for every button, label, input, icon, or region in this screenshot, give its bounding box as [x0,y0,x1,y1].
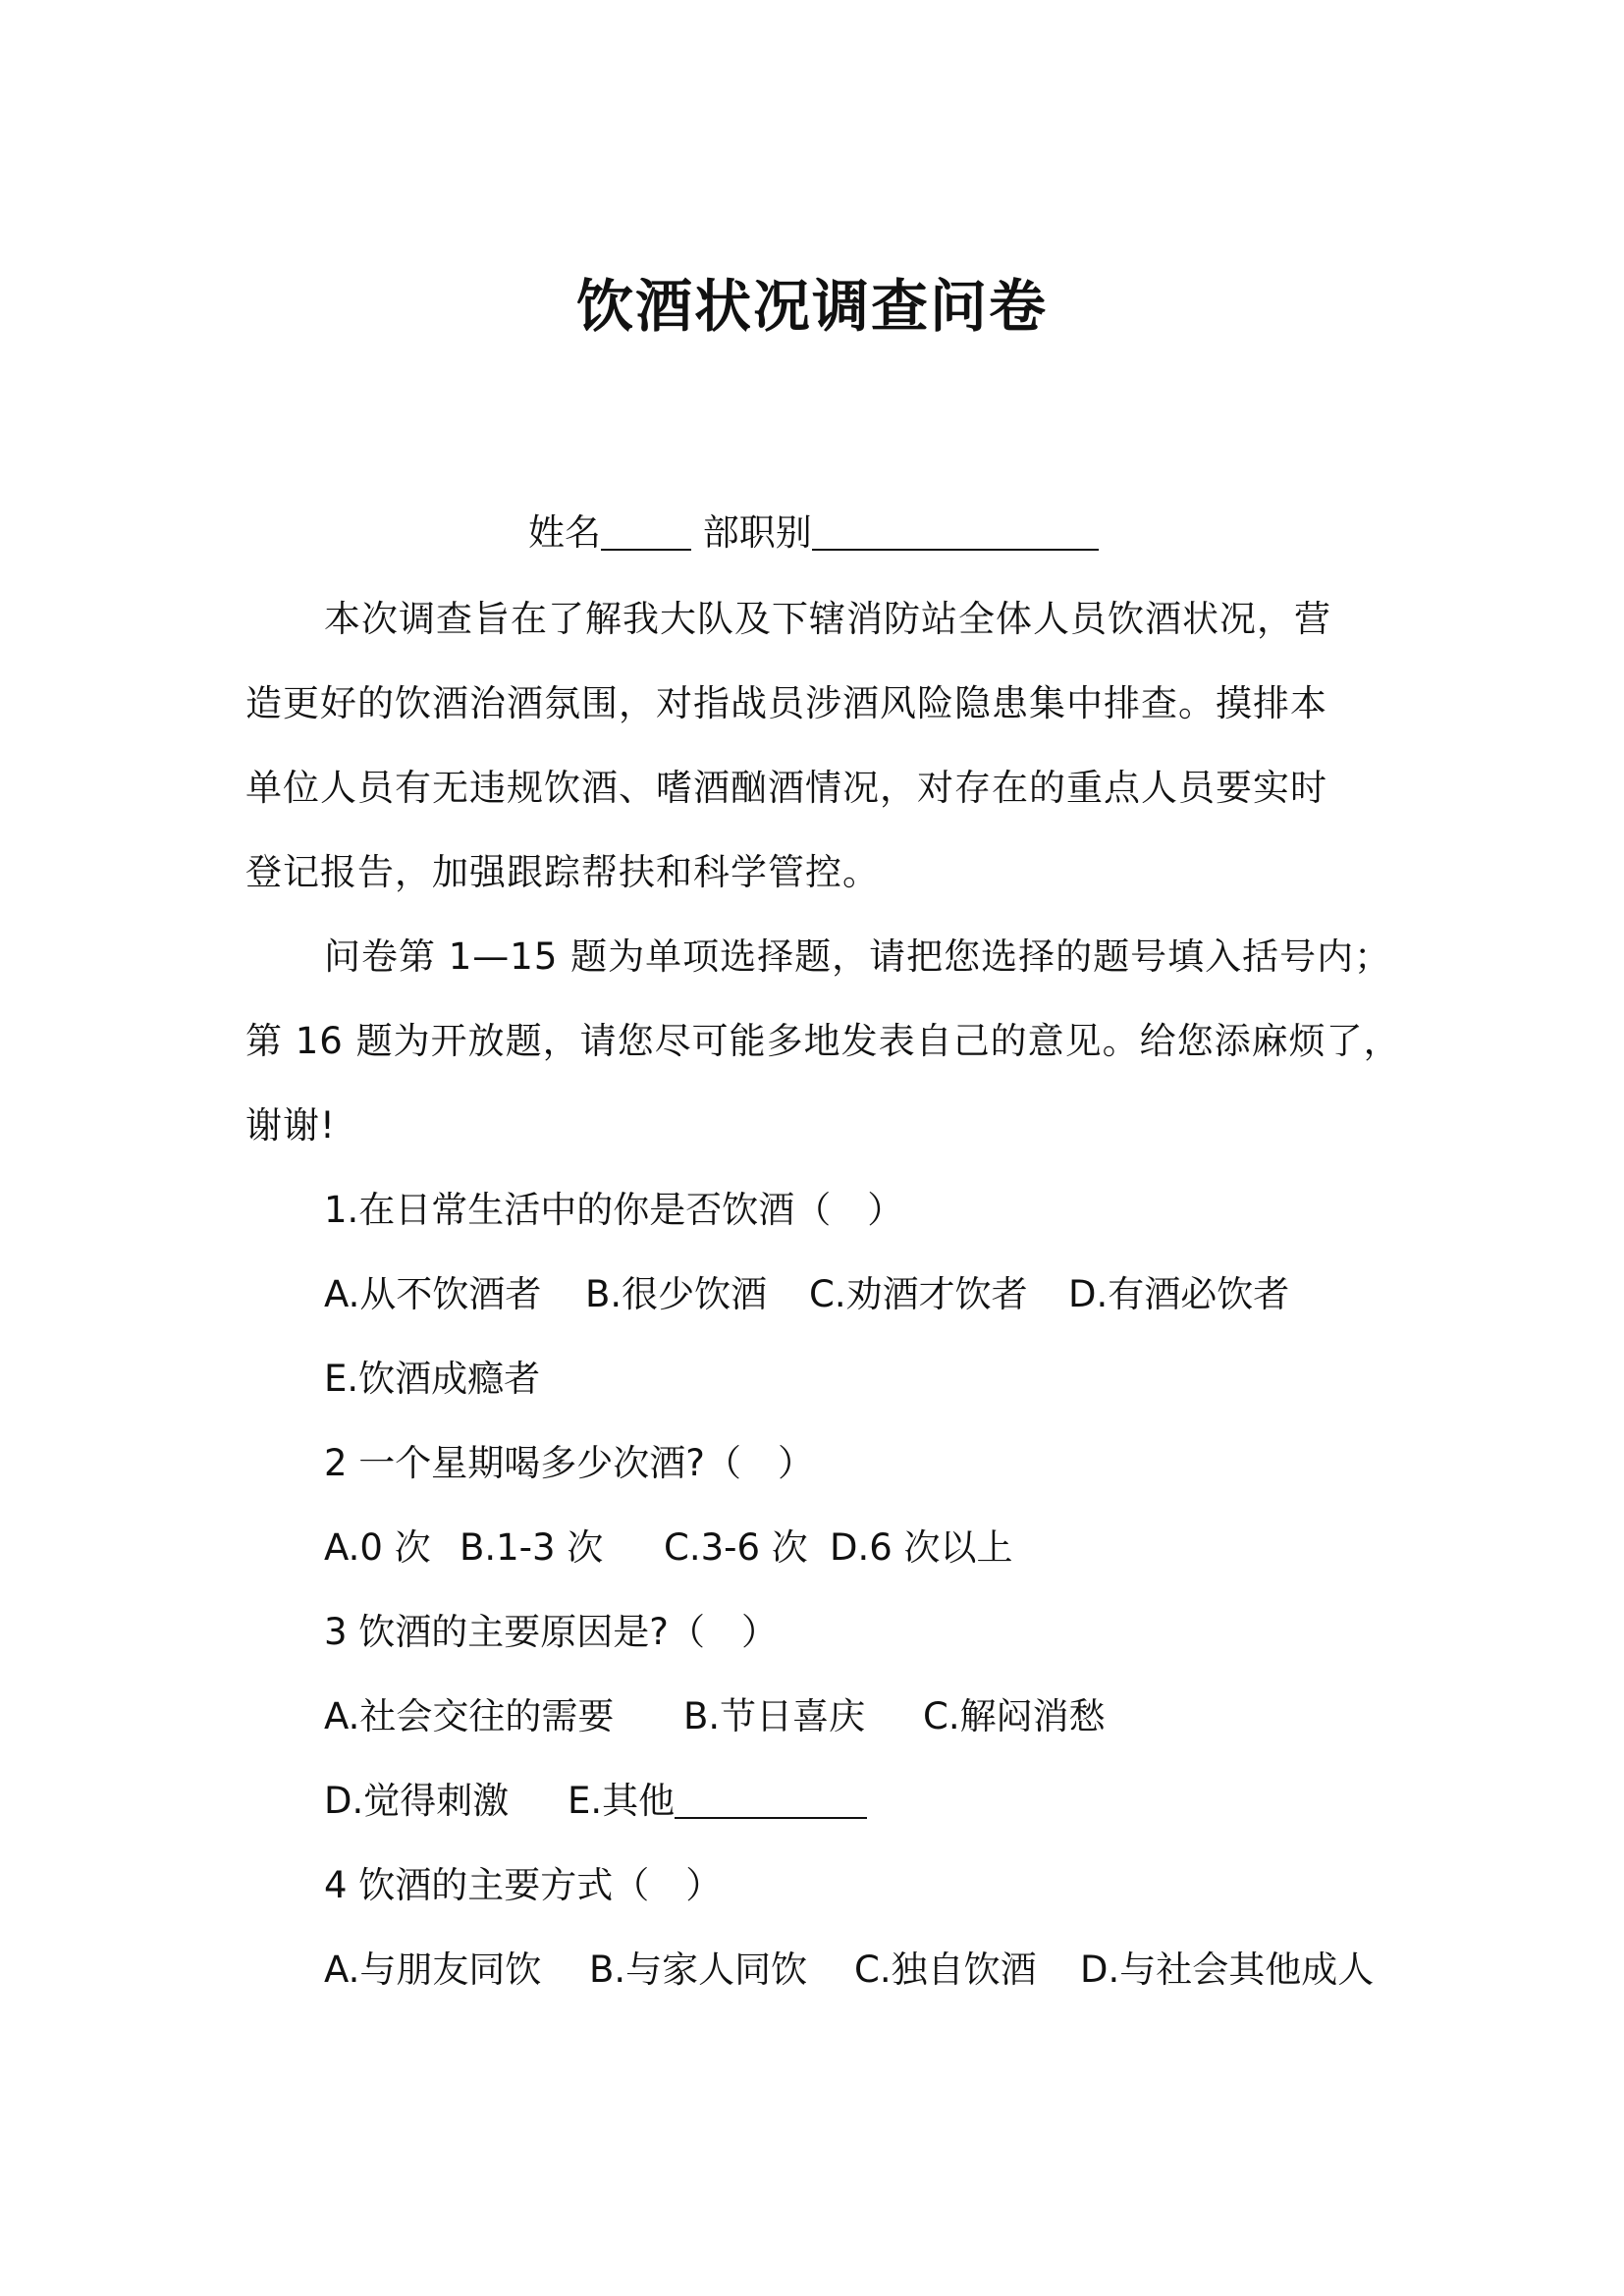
other-answer-blank[interactable] [675,1780,867,1819]
intro-p1-line: 本次调查旨在了解我大队及下辖消防站全体人员饮酒状况，营 [324,598,1331,640]
option-b[interactable]: B.节日喜庆 [683,1695,866,1737]
intro-p1-line: 登记报告，加强跟踪帮扶和科学管控。 [245,851,880,893]
option-b[interactable]: B.很少饮酒 [585,1273,768,1315]
option-d[interactable]: D.有酒必饮者 [1068,1273,1290,1315]
intro-p2-line: 问卷第 1—15 题为单项选择题，请把您选择的题号填入括号内； [324,935,1392,978]
option-c[interactable]: C.解闷消愁 [923,1695,1106,1737]
option-a[interactable]: A.从不饮酒者 [324,1273,542,1315]
respondent-info-line [528,508,1099,558]
dept-blank[interactable] [812,511,1099,551]
intro-p2-line: 谢谢! [245,1104,336,1147]
option-b[interactable]: B.与家人同饮 [589,1949,808,1991]
option-a[interactable]: A.社会交往的需要 [324,1695,615,1737]
name-blank[interactable] [601,511,691,551]
question-2-stem: 2 一个星期喝多少次酒?（ ） [324,1442,814,1484]
option-c[interactable]: C.独自饮酒 [854,1949,1037,1991]
page-title: 饮酒状况调查问卷 [575,273,1048,340]
option-a[interactable]: A.0 次 [324,1526,431,1569]
question-3-stem: 3 饮酒的主要原因是?（ ） [324,1611,778,1653]
option-d[interactable]: D.与社会其他成人 [1080,1949,1375,1991]
question-1-options-line-2 [324,1355,540,1404]
option-a[interactable]: A.与朋友同饮 [324,1949,542,1991]
intro-p2-line: 第 16 题为开放题，请您尽可能多地发表自己的意见。给您添麻烦了， [245,1020,1401,1062]
option-c[interactable]: C.3-6 次 [664,1526,808,1569]
option-d[interactable]: D.6 次以上 [830,1526,1013,1569]
option-b[interactable]: B.1-3 次 [460,1526,604,1569]
name-label: 姓名 [528,511,601,554]
intro-p1-line: 单位人员有无违规饮酒、嗜酒酗酒情况，对存在的重点人员要实时 [245,767,1327,809]
option-e-label [568,1777,867,1826]
option-d[interactable]: D.觉得刺激 [324,1780,510,1822]
question-1-stem: 1.在日常生活中的你是否饮酒（ ） [324,1189,904,1231]
question-4-stem: 4 饮酒的主要方式（ ） [324,1864,723,1906]
option-e[interactable]: E.其他 [568,1780,676,1822]
dept-label: 部职别 [702,511,812,554]
intro-p1-line: 造更好的饮酒治酒氛围，对指战员涉酒风险隐患集中排查。摸排本 [245,682,1327,724]
option-e[interactable]: E.饮酒成瘾者 [324,1358,541,1400]
option-c[interactable]: C.劝酒才饮者 [809,1273,1028,1315]
